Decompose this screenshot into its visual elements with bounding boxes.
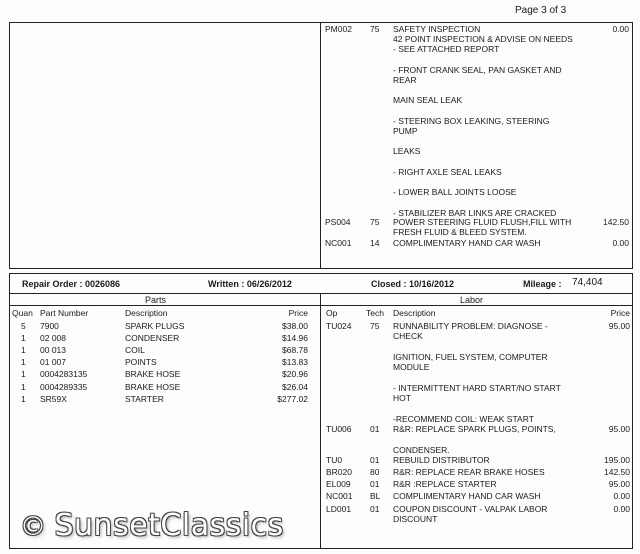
labor-price: 95.00 [608, 479, 630, 489]
part-price: $14.96 [282, 333, 308, 344]
labor-price: 95.00 [608, 321, 630, 331]
labor-description-line: CONDENSER. [393, 444, 450, 455]
copyright-symbol: © [20, 512, 47, 542]
labor-price: 0.00 [613, 504, 630, 514]
service-description-line: - RIGHT AXLE SEAL LEAKS [393, 166, 502, 177]
labor-description-line: MODULE [393, 362, 430, 373]
labor-header-op: Op [326, 308, 338, 318]
part-quantity: 1 [21, 393, 26, 404]
labor-tech: 80 [370, 467, 380, 477]
service-description-line: - FRONT CRANK SEAL, PAN GASKET AND [393, 64, 562, 75]
service-op-code: PS004 [325, 217, 351, 227]
part-number: 7900 [40, 321, 59, 331]
labor-description-line: R&R :REPLACE STARTER [393, 479, 497, 489]
part-number: SR59X [40, 393, 67, 404]
parts-header-price: Price [288, 308, 308, 318]
top-services-box [9, 22, 633, 269]
part-quantity: 1 [21, 333, 26, 344]
part-number: 00 013 [40, 345, 66, 356]
service-description-line: COMPLIMENTARY HAND CAR WASH [393, 238, 541, 248]
mileage-value: 74,404 [572, 277, 603, 288]
service-description-line: LEAKS [393, 146, 421, 157]
mileage-label: Mileage : [523, 279, 562, 289]
page-number: Page 3 of 3 [515, 5, 567, 16]
service-description-line: POWER STEERING FLUID FLUSH,FILL WITH [393, 217, 572, 227]
part-number: 02 008 [40, 333, 66, 344]
labor-description-line: COMPLIMENTARY HAND CAR WASH [393, 491, 541, 501]
order-header-rule [9, 293, 633, 294]
part-price: $68.78 [282, 345, 308, 356]
labor-description-line: -RECOMMEND COIL: WEAK START [393, 413, 534, 424]
service-op-code: NC001 [325, 238, 352, 248]
sunset-classics-watermark [20, 508, 284, 543]
watermark-text: SunsetClassics [54, 508, 284, 543]
labor-price: 0.00 [613, 491, 630, 501]
labor-tech: BL [370, 491, 381, 501]
service-description-line: REAR [393, 75, 417, 85]
labor-description-line: COUPON DISCOUNT - VALPAK LABOR [393, 504, 548, 514]
service-op-code: PM002 [325, 24, 352, 34]
part-description: STARTER [125, 393, 164, 404]
part-description: SPARK PLUGS [125, 321, 185, 331]
top-divider [320, 22, 321, 269]
service-description-line: SAFETY INSPECTION [393, 24, 481, 34]
labor-tech: 01 [370, 455, 380, 465]
parts-header-description: Description [125, 308, 168, 318]
labor-description-line: R&R: REPLACE SPARK PLUGS, POINTS, [393, 424, 556, 434]
written-date: Written : 06/26/2012 [208, 279, 292, 289]
labor-description-line: RUNNABILITY PROBLEM: DIAGNOSE - [393, 321, 548, 331]
part-description: BRAKE HOSE [125, 381, 181, 392]
labor-header-tech: Tech [366, 308, 384, 318]
parts-header-part-number: Part Number [40, 308, 89, 318]
labor-op-code: BR020 [326, 467, 352, 477]
part-description: BRAKE HOSE [125, 369, 181, 380]
labor-tech: 01 [370, 479, 380, 489]
part-quantity: 1 [21, 357, 26, 368]
parts-labor-divider [320, 293, 321, 549]
labor-price: 95.00 [608, 424, 630, 434]
labor-tech: 75 [370, 321, 380, 331]
part-price: $26.04 [282, 381, 308, 392]
labor-title: Labor [460, 295, 484, 305]
labor-description-line: REBUILD DISTRIBUTOR [393, 455, 490, 465]
service-tech: 14 [370, 238, 380, 248]
part-description: POINTS [125, 357, 157, 368]
parts-header-quan: Quan [12, 308, 33, 318]
labor-op-code: NC001 [326, 491, 353, 501]
section-title-rule [9, 305, 633, 306]
labor-description-line: DISCOUNT [393, 514, 438, 525]
labor-description-line: - INTERMITTENT HARD START/NO START [393, 382, 561, 393]
labor-description-line: HOT [393, 393, 411, 404]
service-tech: 75 [370, 217, 380, 227]
service-description-line: - SEE ATTACHED REPORT [393, 44, 500, 55]
service-description-line: FRESH FLUID & BLEED SYSTEM. [393, 227, 527, 238]
service-tech: 75 [370, 24, 380, 34]
labor-op-code: EL009 [326, 479, 351, 489]
labor-header-price: Price [610, 308, 630, 318]
parts-title: Parts [145, 295, 167, 305]
repair-order-number: Repair Order : 0026086 [22, 279, 121, 289]
part-price: $277.02 [277, 393, 308, 404]
labor-description-line: CHECK [393, 331, 423, 342]
service-description-line: 42 POINT INSPECTION & ADVISE ON NEEDS [393, 34, 573, 45]
part-number: 01 007 [40, 357, 66, 368]
part-quantity: 1 [21, 369, 26, 380]
labor-op-code: TU0 [326, 455, 343, 465]
service-price: 142.50 [603, 217, 629, 227]
part-price: $13.83 [282, 357, 308, 368]
service-price: 0.00 [612, 24, 629, 34]
service-description-line: - LOWER BALL JOINTS LOOSE [393, 187, 517, 198]
labor-tech: 01 [370, 504, 380, 514]
labor-price: 195.00 [604, 455, 630, 465]
part-number: 0004283135 [40, 369, 88, 380]
service-description-line: PUMP [393, 126, 418, 136]
labor-description-line: IGNITION, FUEL SYSTEM, COMPUTER [393, 351, 548, 362]
part-description: CONDENSER [125, 333, 180, 344]
labor-price: 142.50 [604, 467, 630, 477]
service-price: 0.00 [612, 238, 629, 248]
part-quantity: 5 [21, 321, 26, 331]
part-price: $38.00 [282, 321, 308, 331]
closed-date: Closed : 10/16/2012 [371, 279, 455, 289]
part-description: COIL [125, 345, 145, 356]
labor-op-code: TU024 [326, 321, 352, 331]
labor-header-description: Description [393, 308, 436, 318]
labor-op-code: LD001 [326, 504, 352, 514]
part-price: $20.96 [282, 369, 308, 380]
labor-description-line: R&R: REPLACE REAR BRAKE HOSES [393, 467, 545, 477]
service-description-line: MAIN SEAL LEAK [393, 95, 463, 106]
service-description-line: - STABILIZER BAR LINKS ARE CRACKED [393, 207, 557, 218]
part-quantity: 1 [21, 381, 26, 392]
labor-tech: 01 [370, 424, 380, 434]
labor-op-code: TU006 [326, 424, 352, 434]
service-description-line: - STEERING BOX LEAKING, STEERING [393, 115, 550, 126]
part-quantity: 1 [21, 345, 26, 356]
part-number: 0004289335 [40, 381, 88, 392]
